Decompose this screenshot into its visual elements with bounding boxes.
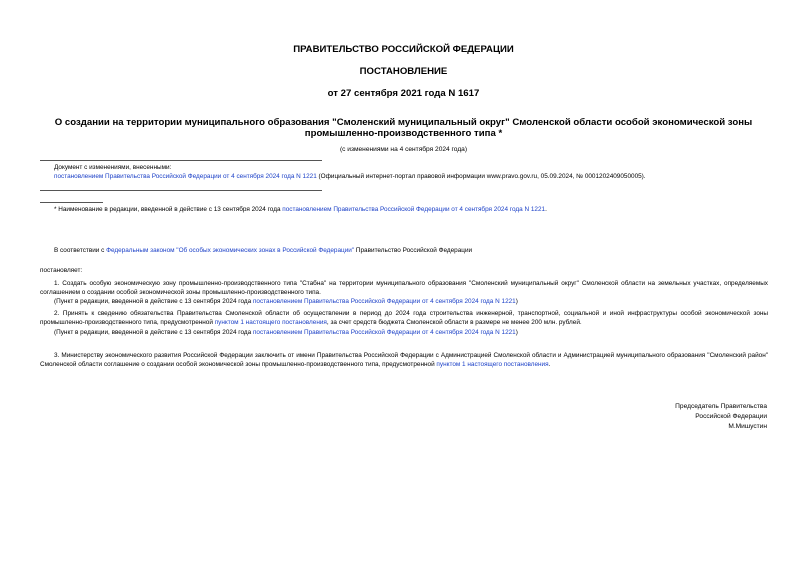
federal-law-link[interactable]: Федеральным законом "Об особых экономических зонах в Российской Федерации" — [106, 247, 355, 254]
divider — [40, 190, 322, 191]
changes-line — [54, 173, 774, 182]
signature-name: М.Мишустин — [728, 423, 767, 430]
amendment-link[interactable]: постановлением Правительства Российской Федерации от 4 сентября 2024 года N 1221 — [252, 329, 516, 336]
clause-reference-link[interactable]: пунктом 1 настоящего постановления — [436, 360, 549, 368]
footnote-divider — [40, 202, 103, 203]
changes-block — [54, 164, 774, 181]
footnote: * Наименование в редакции, введенной в действие с 13 сентября 2024 года постановлением Правительства Российской Федерации от 4 сентября 2024 года N 1221. — [54, 206, 547, 213]
signature-block — [675, 402, 767, 432]
edition-note: (с изменениями на 4 сентября 2024 года) — [339, 146, 468, 153]
signature-position: Председатель Правительства — [675, 403, 767, 410]
amendment-link[interactable]: постановлением Правительства Российской Федерации от 4 сентября 2024 года N 1221 — [54, 172, 317, 180]
changes-source: (Официальный интернет-портал правовой информации www.pravo.gov.ru, 05.09.2024, № 0001202409050005). — [316, 172, 646, 180]
footnote-link[interactable]: постановлением Правительства Российской Федерации от 4 сентября 2024 года N 1221 — [282, 206, 546, 213]
clause-reference-link[interactable]: пунктом 1 настоящего постановления — [214, 318, 327, 326]
changes-intro: Документ с изменениями, внесенными: — [54, 164, 172, 171]
document-type-heading: ПОСТАНОВЛЕНИЕ — [359, 66, 448, 77]
issuer-heading: ПРАВИТЕЛЬСТВО РОССИЙСКОЙ ФЕДЕРАЦИИ — [293, 44, 514, 55]
amendment-note-2: (Пункт в редакции, введенной в действие с 13 сентября 2024 года постановлением Правительства Российской Федерации от 4 сентября 2024 года N 1221) — [54, 329, 518, 336]
amendment-link[interactable]: постановлением Правительства Российской Федерации от 4 сентября 2024 года N 1221 — [252, 298, 516, 305]
decrees-word: постановляет: — [40, 267, 83, 274]
date-number-heading: от 27 сентября 2021 года N 1617 — [327, 88, 480, 99]
clause-1: 1. Создать особую экономическую зону промышленно-производственного типа "Стабна" на территории муниципального образования "Смоленский муниципальный округ" Смоленской области на земельных участках, определяемых соглашением о создании особой экономической зоны промышленно-производственного типа. — [40, 280, 768, 296]
divider — [40, 160, 322, 161]
clause-2: 2. Принять к сведению обязательства Правительства Смоленской области об осуществлении в период до 2024 года строительства инженерной, транспортной, социальной и иной инфраструктуры особой экономической зоны промышленно-производственного типа, предусмотренной пунктом 1 настоящего постановления, за счет средств бюджета Смоленской области в размере не менее 200 млн. рублей. — [40, 310, 768, 326]
signature-country: Российской Федерации — [695, 413, 767, 420]
preamble: В соответствии с Федеральным законом "Об особых экономических зонах в Российской Федерации" Правительство Российской Федерации — [54, 247, 473, 254]
amendment-note-1: (Пункт в редакции, введенной в действие с 13 сентября 2024 года постановлением Правительства Российской Федерации от 4 сентября 2024 года N 1221) — [54, 298, 518, 305]
clause-3: 3. Министерству экономического развития Российской Федерации заключить от имени Правительства Российской Федерации с Администрацией Смоленской области и Администрацией муниципального образования "Смоленский район" Смоленской области соглашение о создании особой экономической зоны промышленно-производственного типа, предусмотренной пунктом 1 настоящего постановления. — [40, 352, 768, 368]
document-title: О создании на территории муниципального образования "Смоленский муниципальный округ" Смоленской области особой экономической зоны промышленно-производственного типа * — [54, 117, 753, 139]
